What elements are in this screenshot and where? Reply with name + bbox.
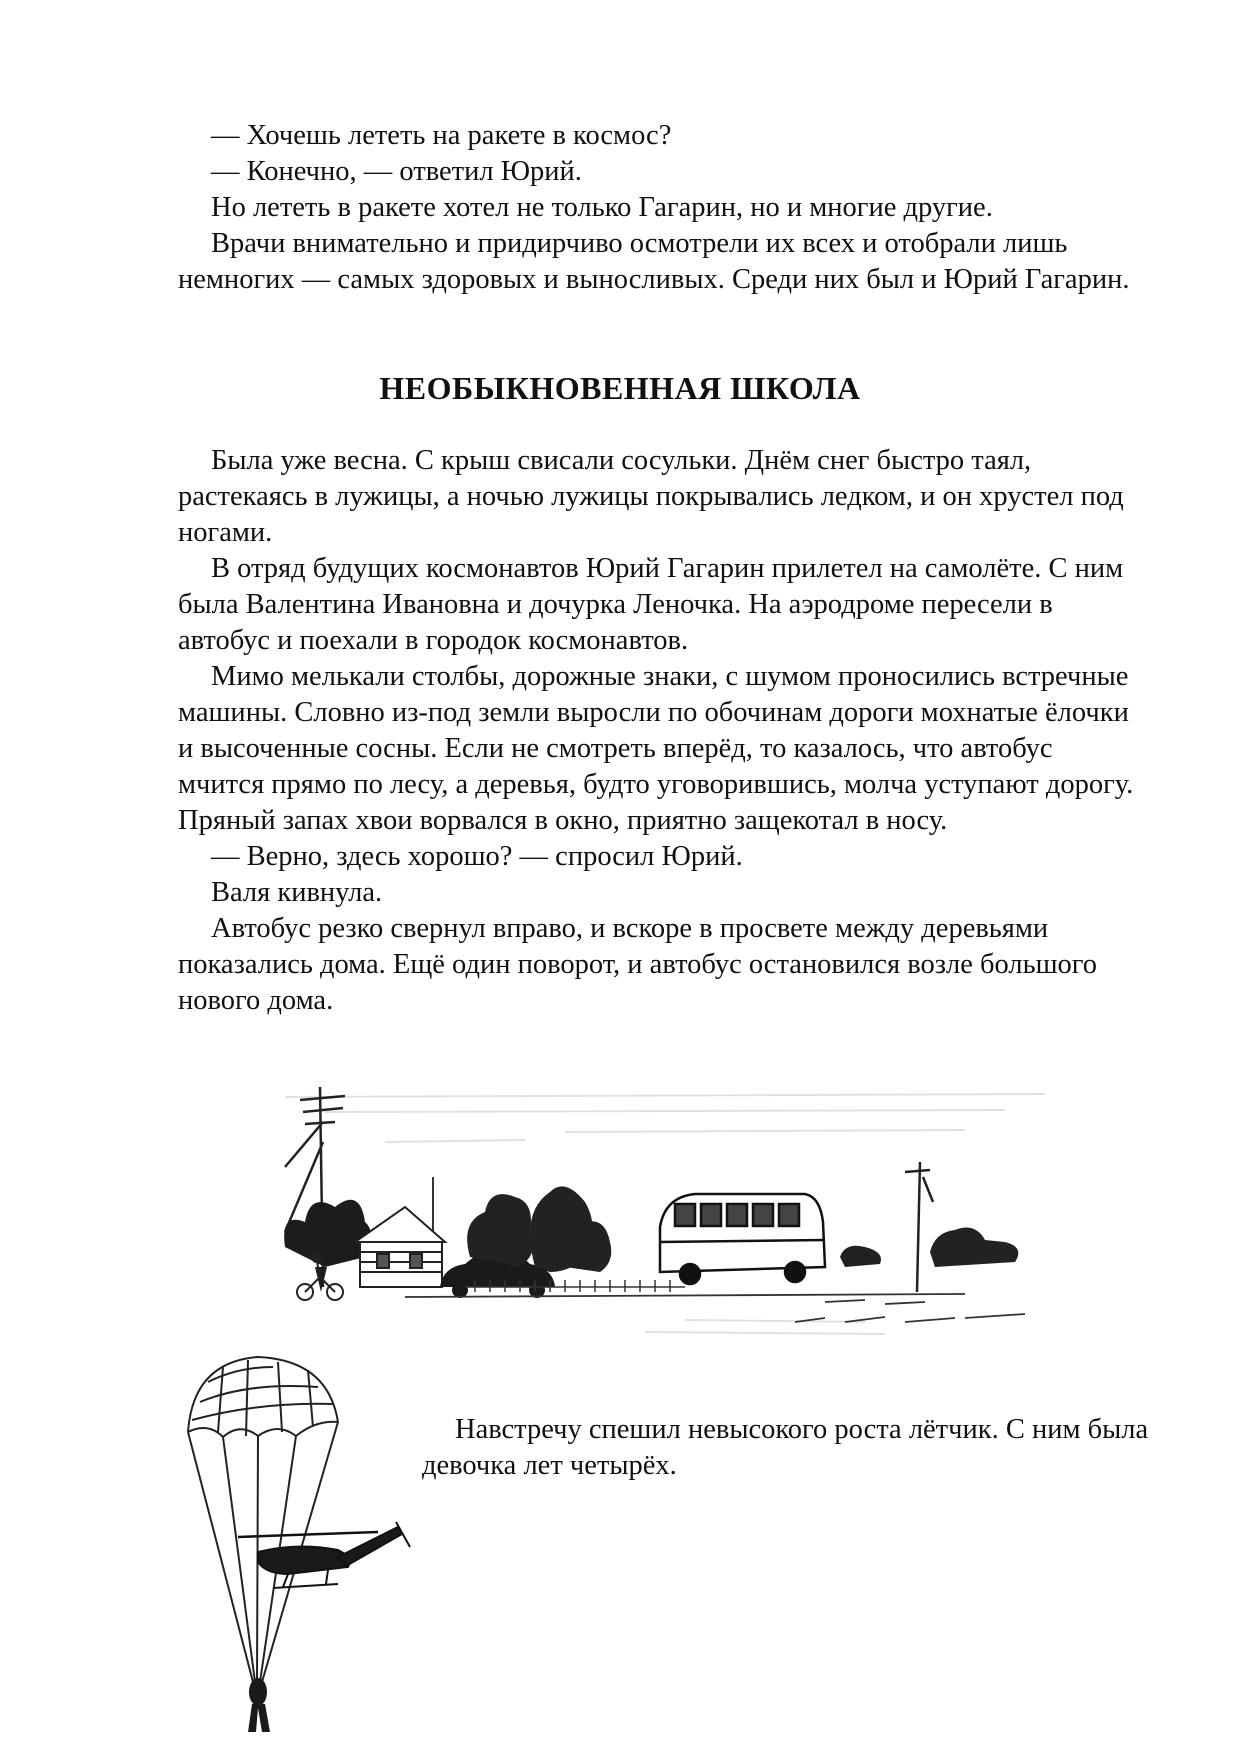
paragraph: Но лететь в ракете хотел не только Гагарин, но и многие другие. bbox=[211, 192, 993, 223]
chapter-title: НЕОБЫКНОВЕННАЯ ШКОЛА bbox=[379, 370, 861, 406]
text-block-main bbox=[178, 443, 1138, 1019]
paragraph: Была уже весна. С крыш свисали сосульки. Днём снег быстро таял, растекаясь в лужицы, а ночью лужицы покрывались ледком, и он хрустел под ногами. bbox=[178, 445, 1124, 548]
text-block-top bbox=[178, 118, 1138, 298]
paragraph: Мимо мелькали столбы, дорожные знаки, с шумом проносились встречные машины. Словно из-под земли выросли по обочинам дороги мохнатые ёлочки и высоченные сосны. Если не смотреть вперёд, то казалось, что автобус мчится прямо по лесу, а деревья, будто уговорившись, молча уступают дорогу. Пряный запах хвои ворвался в окно, приятно защекотал в носу. bbox=[178, 661, 1134, 836]
paragraph: Навстречу спешил невысокого роста лётчик. С ним была девочка лет четырёх. bbox=[422, 1414, 1149, 1481]
paragraph: — Верно, здесь хорошо? — спросил Юрий. bbox=[211, 841, 743, 872]
bus-road-illustration bbox=[265, 1082, 1065, 1350]
text-block-bottom bbox=[422, 1412, 1162, 1484]
paragraph: В отряд будущих космонавтов Юрий Гагарин прилетел на самолёте. С ним была Валентина Ивановна и дочурка Леночка. На аэродроме пересели в автобус и поехали в городок космонавтов. bbox=[178, 553, 1124, 656]
paragraph: — Хочешь лететь на ракете в космос? bbox=[211, 120, 672, 151]
paragraph: Автобус резко свернул вправо, и вскоре в просвете между деревьями показались дома. Ещё один поворот, и автобус остановился возле большого нового дома. bbox=[178, 913, 1098, 1016]
parachute-helicopter-illustration bbox=[178, 1352, 418, 1747]
paragraph: — Конечно, — ответил Юрий. bbox=[211, 156, 582, 187]
paragraph: Валя кивнула. bbox=[211, 877, 383, 908]
paragraph: Врачи внимательно и придирчиво осмотрели их всех и отобрали лишь немногих — самых здоровых и выносливых. Среди них был и Юрий Гагарин. bbox=[178, 228, 1130, 295]
